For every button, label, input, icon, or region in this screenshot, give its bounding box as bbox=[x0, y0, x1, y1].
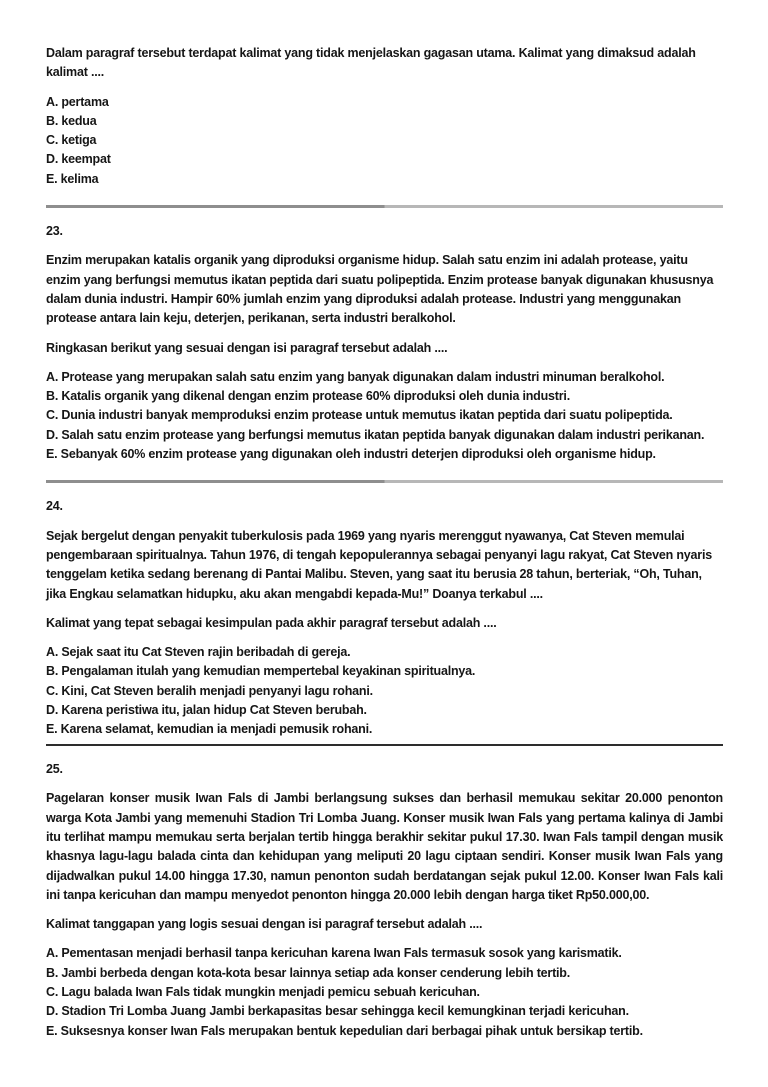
answer-option-e: E. Sebanyak 60% enzim protease yang digunakan oleh industri deterjen diproduksi oleh organisme hidup. bbox=[46, 447, 656, 462]
answer-option-a: A. Protease yang merupakan salah satu enzim yang banyak digunakan dalam industri minuman beralkohol. bbox=[46, 369, 665, 384]
answer-option-c: C. Dunia industri banyak memproduksi enzim protease untuk memutus ikatan peptida dari suatu polipeptida. bbox=[46, 408, 673, 423]
section-divider bbox=[46, 205, 723, 208]
section-divider bbox=[46, 480, 723, 483]
answer-option-a: A. Sejak saat itu Cat Steven rajin beribadah di gereja. bbox=[46, 645, 351, 660]
question-block-23 bbox=[46, 222, 723, 464]
answer-option-a: A. pertama bbox=[46, 94, 109, 109]
question-passage: Sejak bergelut dengan penyakit tuberkulosis pada 1969 yang nyaris merenggut nyawanya, Cat Steven memulai pengembaraan spiritualnya. Tahun 1976, di tengah kepopulerannya sebagai penyanyi lagu rakyat, Cat Steven nyaris tenggelam ketika sedang berenang di Pantai Malibu. Steven, yang saat itu berusia 28 tahun, berteriak, “Oh, Tuhan, jika Engkau selamatkan hidupku, aku akan mengabdi kepada-Mu!” Doanya terkabul .... bbox=[46, 528, 712, 601]
question-passage: Enzim merupakan katalis organik yang diproduksi organisme hidup. Salah satu enzim ini adalah protease, yaitu enzim yang berfungsi memutus ikatan peptida dari suatu polipeptida. Enzim protease banyak digunakan khususnya dalam dunia industri. Hampir 60% jumlah enzim yang diproduksi adalah protease. Industri yang menggunakan protease antara lain keju, deterjen, perikanan, serta industri beralkohol. bbox=[46, 253, 714, 326]
question-number: 23. bbox=[46, 224, 63, 239]
question-block-25 bbox=[46, 760, 723, 1041]
answer-options bbox=[46, 93, 723, 189]
answer-option-d: D. Salah satu enzim protease yang berfungsi memutus ikatan peptida banyak digunakan dalam industri perikanan. bbox=[46, 427, 705, 442]
question-block-24 bbox=[46, 497, 723, 739]
question-number: 25. bbox=[46, 762, 63, 777]
answer-option-e: E. Karena selamat, kemudian ia menjadi pemusik rohani. bbox=[46, 722, 373, 737]
answer-options bbox=[46, 643, 723, 739]
answer-option-c: C. Lagu balada Iwan Fals tidak mungkin menjadi pemicu sebuah kericuhan. bbox=[46, 985, 480, 1000]
question-prompt: Ringkasan berikut yang sesuai dengan isi paragraf tersebut adalah .... bbox=[46, 340, 448, 355]
question-prompt: Kalimat yang tepat sebagai kesimpulan pada akhir paragraf tersebut adalah .... bbox=[46, 615, 497, 630]
answer-option-b: B. Jambi berbeda dengan kota-kota besar lainnya setiap ada konser cenderung lebih tertib. bbox=[46, 965, 571, 980]
section-divider-dark bbox=[46, 744, 723, 747]
question-prompt: Kalimat tanggapan yang logis sesuai dengan isi paragraf tersebut adalah .... bbox=[46, 917, 483, 932]
answer-option-b: B. Katalis organik yang dikenal dengan enzim protease 60% diproduksi oleh dunia industri. bbox=[46, 389, 570, 404]
answer-option-b: B. Pengalaman itulah yang kemudian mempertebal keyakinan spiritualnya. bbox=[46, 664, 476, 679]
answer-option-d: D. Karena peristiwa itu, jalan hidup Cat Steven berubah. bbox=[46, 703, 367, 718]
answer-option-b: B. kedua bbox=[46, 113, 97, 128]
answer-option-e: E. kelima bbox=[46, 171, 99, 186]
answer-option-e: E. Suksesnya konser Iwan Fals merupakan bentuk kepedulian dari berbagai pihak untuk bersikap tertib. bbox=[46, 1023, 643, 1038]
answer-option-a: A. Pementasan menjadi berhasil tanpa kericuhan karena Iwan Fals termasuk sosok yang karismatik. bbox=[46, 946, 622, 961]
question-passage: Pagelaran konser musik Iwan Fals di Jambi berlangsung sukses dan berhasil memukau sekitar 20.000 penonton warga Kota Jambi yang memenuhi Stadion Tri Lomba Juang. Konser musik Iwan Fals yang pertama kalinya di Jambi itu terlihat mampu memukau serta berjalan tertib hingga berakhir sekitar pukul 17.30. Iwan Fals tampil dengan musik khasnya lagu-lagu balada cinta dan kehidupan yang meliputi 20 lagu ciptaan sendiri. Konser musik Iwan Fals yang dijadwalkan pukul 14.00 hingga 17.30, namun penonton sudah berdatangan sejak pukul 12.00. Konser Iwan Fals kali ini tanpa kericuhan dan mampu menyedot penonton hingga 20.000 lebih dengan harga tiket Rp50.000,00. bbox=[46, 791, 723, 902]
answer-option-c: C. Kini, Cat Steven beralih menjadi penyanyi lagu rohani. bbox=[46, 683, 373, 698]
answer-options bbox=[46, 368, 723, 464]
answer-option-c: C. ketiga bbox=[46, 133, 97, 148]
question-number: 24. bbox=[46, 499, 63, 514]
answer-option-d: D. Stadion Tri Lomba Juang Jambi berkapasitas besar sehingga kecil kemungkinan terjadi kericuhan. bbox=[46, 1004, 629, 1019]
question-prompt: Dalam paragraf tersebut terdapat kalimat yang tidak menjelaskan gagasan utama. Kalimat yang dimaksud adalah kalimat .... bbox=[46, 46, 696, 80]
answer-options bbox=[46, 944, 723, 1040]
answer-option-d: D. keempat bbox=[46, 152, 111, 167]
question-block-continuation bbox=[46, 44, 723, 189]
